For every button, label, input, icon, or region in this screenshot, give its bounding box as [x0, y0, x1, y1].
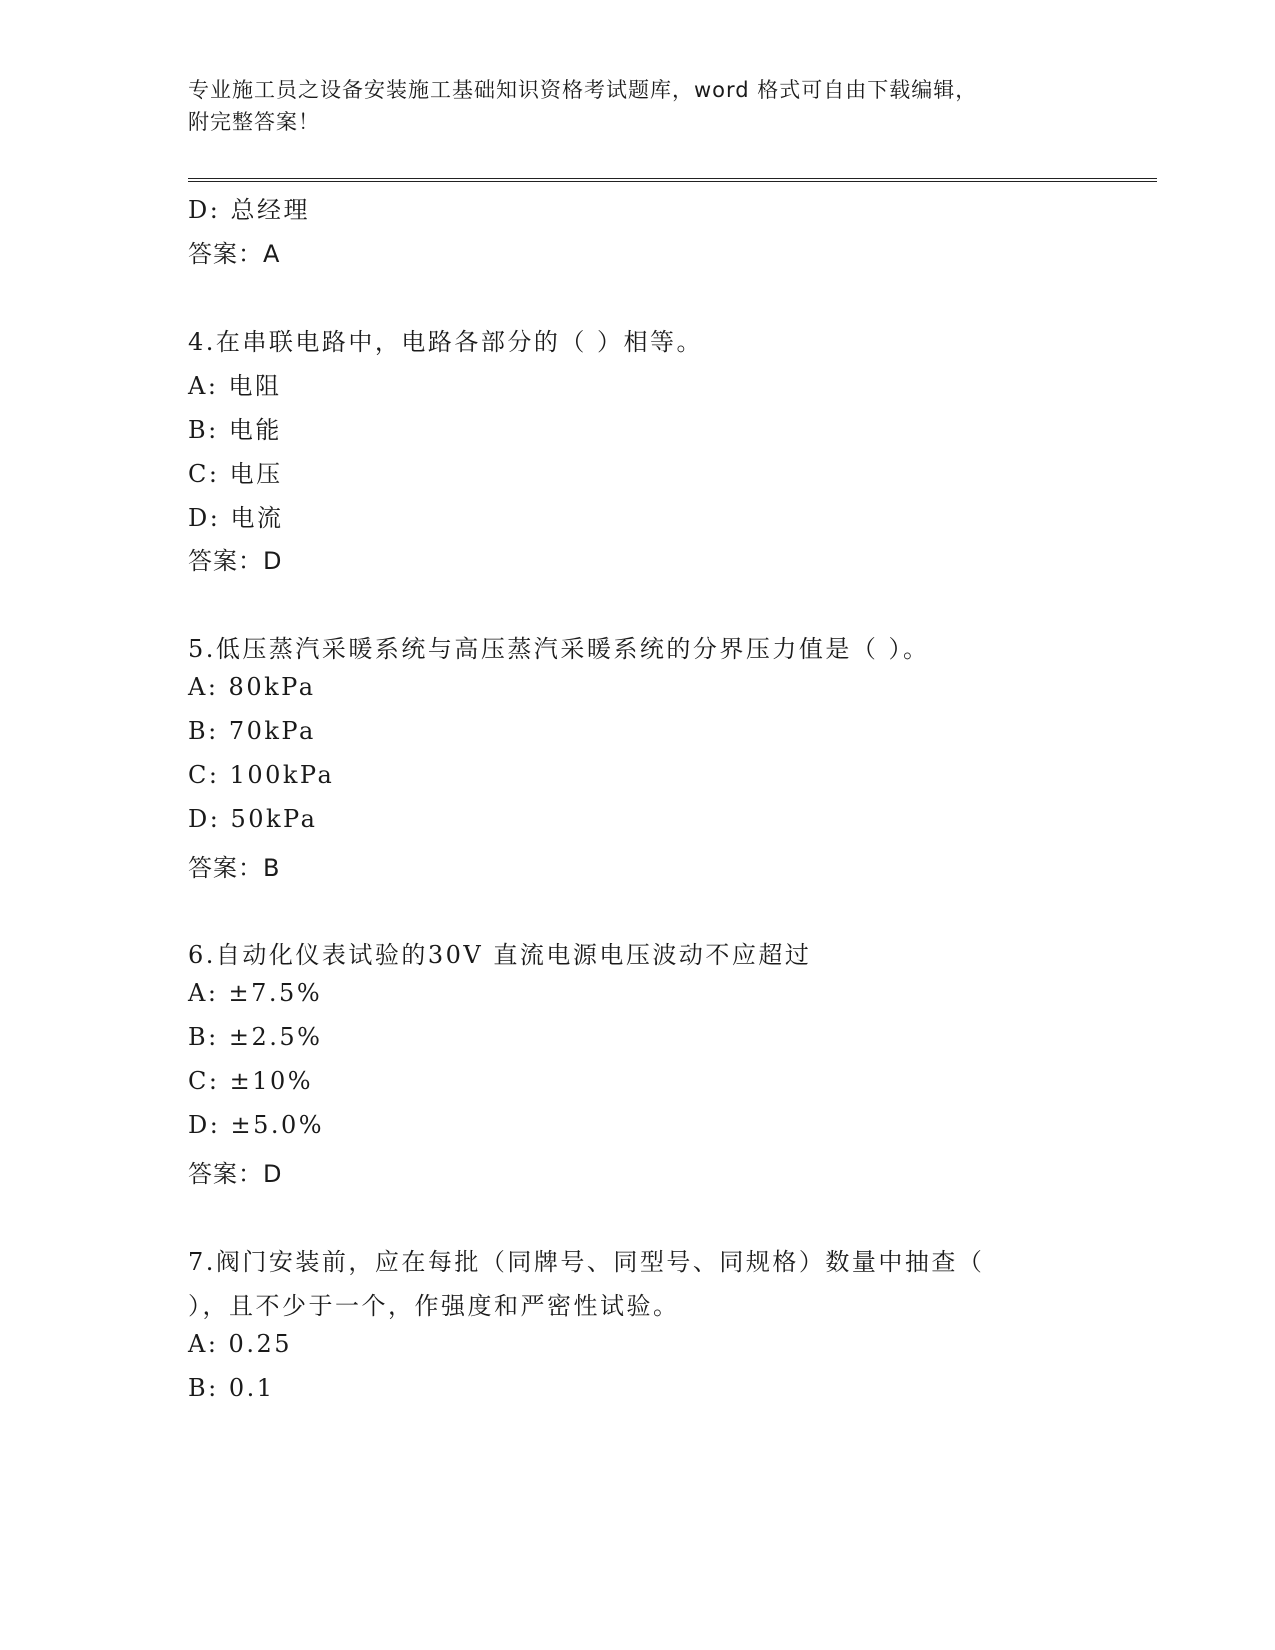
question-5-option-a: A: 80kPa	[188, 673, 316, 701]
question-6-option-a: A: ±7.5%	[188, 979, 323, 1007]
header-line-1: 专业施工员之设备安装施工基础知识资格考试题库，word 格式可自由下载编辑，	[188, 78, 978, 102]
question-5-stem: 5.低压蒸汽采暖系统与高压蒸汽采暖系统的分界压力值是（ ）。	[188, 635, 930, 663]
question-4-option-c: C: 电压	[188, 460, 283, 488]
question-5-option-b: B: 70kPa	[188, 717, 316, 745]
page-header	[188, 74, 1088, 138]
question-6-option-c: C: ±10%	[188, 1067, 314, 1095]
answer-line: 答案：A	[188, 240, 281, 268]
question-4-option-d: D: 电流	[188, 504, 284, 532]
question-4-answer: 答案：D	[188, 547, 283, 575]
option-d: D: 总经理	[188, 196, 310, 224]
question-6-answer: 答案：D	[188, 1160, 283, 1188]
question-5-option-d: D: 50kPa	[188, 805, 318, 833]
question-7-option-a: A: 0.25	[188, 1330, 292, 1358]
question-5-answer: 答案：B	[188, 854, 281, 882]
question-4-stem: 4.在串联电路中，电路各部分的（ ）相等。	[188, 328, 704, 356]
question-6-stem: 6.自动化仪表试验的30V 直流电源电压波动不应超过	[188, 941, 812, 969]
question-7-option-b: B: 0.1	[188, 1374, 275, 1402]
header-divider	[188, 178, 1157, 182]
question-7-stem-line-2: ），且不少于一个，作强度和严密性试验。	[188, 1292, 680, 1320]
question-4-option-b: B: 电能	[188, 416, 282, 444]
question-7-stem-line-1: 7.阀门安装前，应在每批（同牌号、同型号、同规格）数量中抽查（	[188, 1248, 985, 1276]
question-6-option-b: B: ±2.5%	[188, 1023, 323, 1051]
question-6-option-d: D: ±5.0%	[188, 1111, 325, 1139]
question-4-option-a: A: 电阻	[188, 372, 282, 400]
header-line-2: 附完整答案！	[188, 110, 320, 134]
question-5-option-c: C: 100kPa	[188, 761, 335, 789]
